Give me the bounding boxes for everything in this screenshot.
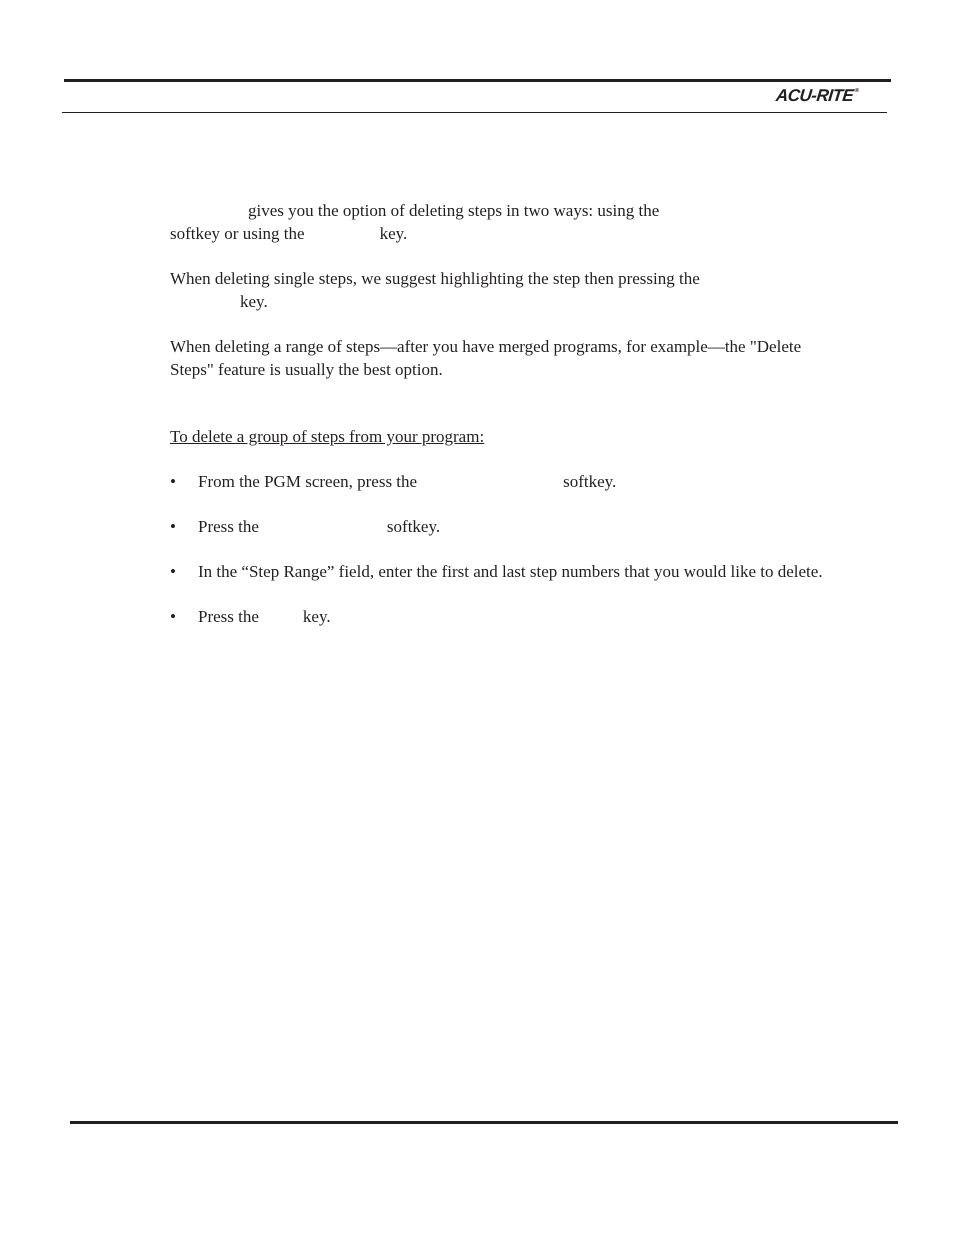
intro-p1-line1: gives you the option of deleting steps in two ways: using the [248, 201, 660, 220]
intro-p2-line1: When deleting single steps, we suggest highlighting the step then pressing the [170, 269, 700, 288]
procedure-step-4 [170, 605, 830, 628]
header-rule-thick [64, 79, 891, 82]
intro-paragraph-1 [170, 199, 830, 245]
registered-mark: ® [854, 88, 859, 94]
procedure-step-1 [170, 470, 830, 493]
intro-p2-line2: key. [240, 292, 268, 311]
step-4-text-a: Press the [198, 607, 259, 626]
intro-paragraph-3: When deleting a range of steps—after you have merged programs, for example—the "Delete Steps" feature is usually the best option. [170, 337, 802, 379]
intro-p1-line2b: key. [379, 224, 408, 243]
intro-paragraph-2 [170, 267, 830, 313]
intro-p1-line2a: softkey or using the [170, 224, 305, 243]
procedure-heading: To delete a group of steps from your program: [170, 427, 485, 446]
bullet-icon: • [170, 607, 176, 626]
step-3-text: In the “Step Range” field, enter the first and last step numbers that you would like to delete. [198, 562, 823, 581]
bullet-icon: • [170, 517, 176, 536]
bullet-icon: • [170, 472, 176, 491]
header-rule-thin [62, 112, 887, 113]
page-content [170, 199, 830, 650]
acu-rite-logo [775, 86, 859, 106]
step-1-text-a: From the PGM screen, press the [198, 472, 418, 491]
procedure-steps [170, 470, 830, 628]
footer-rule [70, 1121, 898, 1124]
step-1-text-b: softkey. [563, 472, 617, 491]
step-4-text-b: key. [302, 607, 331, 626]
procedure-step-3 [170, 560, 830, 583]
bullet-icon: • [170, 562, 176, 581]
step-2-text-a: Press the [198, 517, 259, 536]
logo-text: ACU-RITE [775, 86, 855, 105]
procedure-step-2 [170, 515, 830, 538]
step-2-text-b: softkey. [386, 517, 441, 536]
